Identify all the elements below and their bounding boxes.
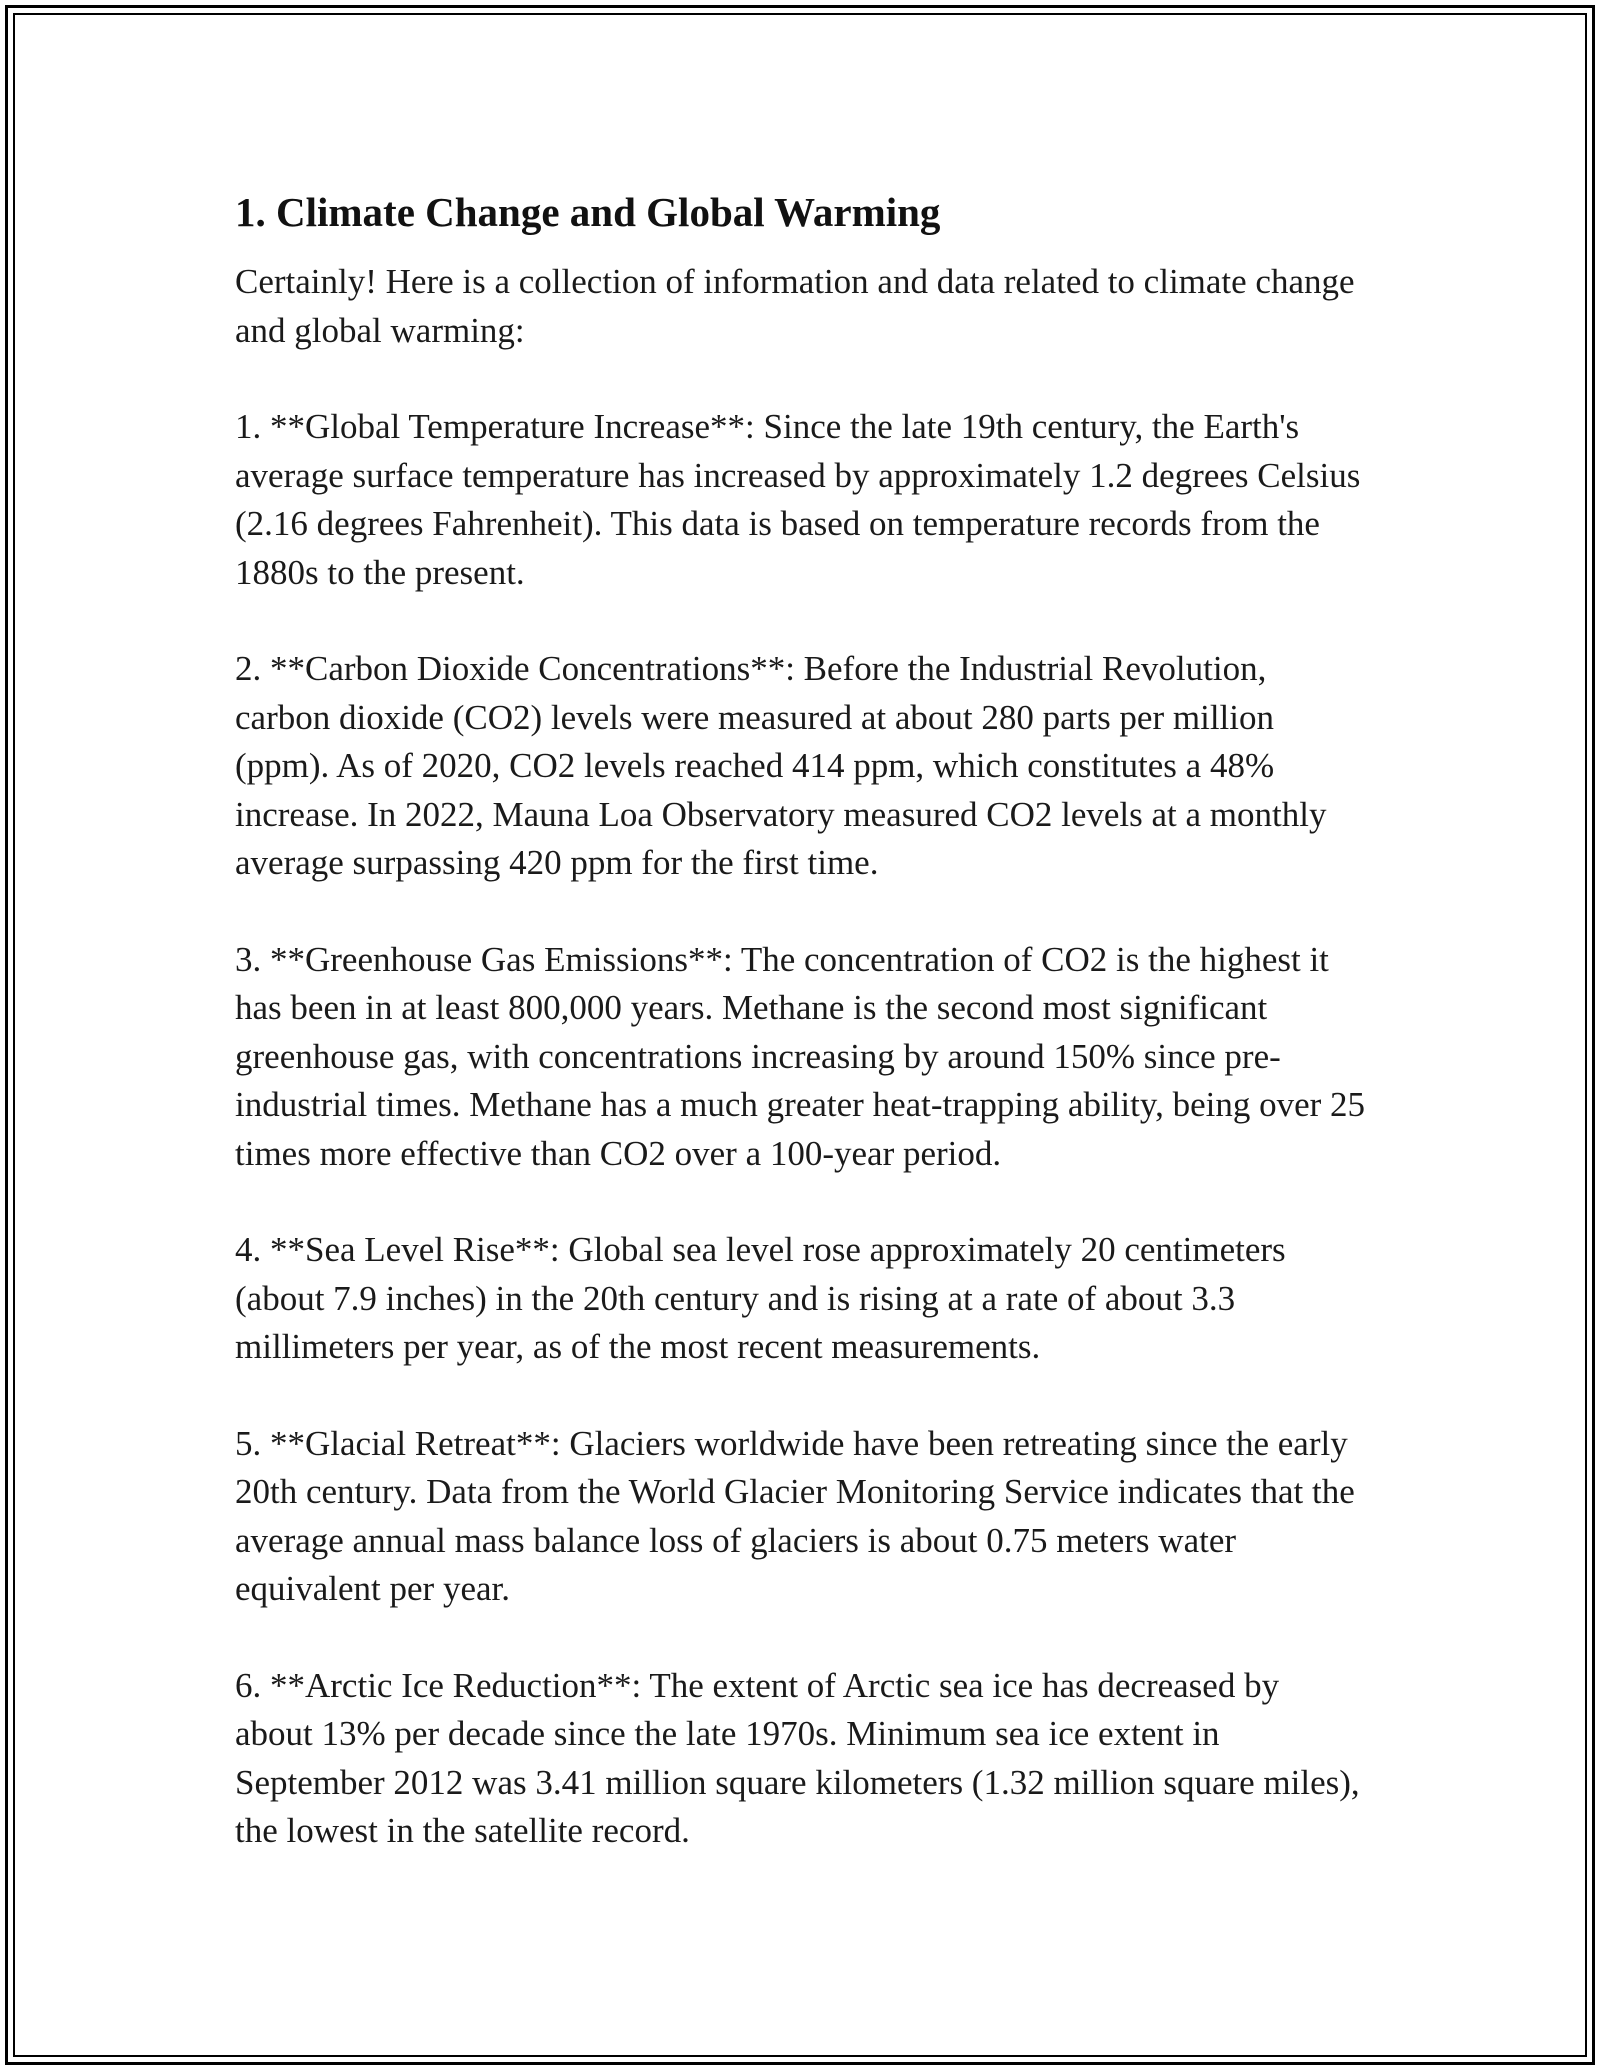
list-item-sea-level: 4. **Sea Level Rise**: Global sea level rose approximately 20 centimeters (about 7.9 inches) in the 20th century and is rising at a rate of about 3.3 millimeters per year, as of the most recent measurements. [235, 1230, 1286, 1366]
section-heading: 1. Climate Change and Global Warming [235, 189, 941, 235]
intro-paragraph: Certainly! Here is a collection of information and data related to climate change and global warming: [235, 262, 1355, 350]
list-item-carbon-dioxide: 2. **Carbon Dioxide Concentrations**: Before the Industrial Revolution, carbon dioxide (CO2) levels were measured at about 280 parts per million (ppm). As of 2020, CO2 levels reached 414 ppm, which constitutes a 48% increase. In 2022, Mauna Loa Observatory measured CO2 levels at a monthly average surpassing 420 ppm for the first time. [235, 649, 1327, 882]
document-body [235, 188, 1365, 1856]
list-item-arctic-ice: 6. **Arctic Ice Reduction**: The extent of Arctic sea ice has decreased by about 13% per decade since the late 1970s. Minimum sea ice extent in September 2012 was 3.41 million square kilometers (1.32 million square miles), the lowest in the satellite record. [235, 1665, 1360, 1850]
list-item-global-temperature: 1. **Global Temperature Increase**: Since the late 19th century, the Earth's average surface temperature has increased by approximately 1.2 degrees Celsius (2.16 degrees Fahrenheit). This data is based on temperature records from the 1880s to the present. [235, 407, 1361, 592]
list-item-glacial-retreat: 5. **Glacial Retreat**: Glaciers worldwide have been retreating since the early 20th century. Data from the World Glacier Monitoring Service indicates that the average annual mass balance loss of glaciers is about 0.75 meters water equivalent per year. [235, 1423, 1355, 1608]
list-item-greenhouse-gas: 3. **Greenhouse Gas Emissions**: The concentration of CO2 is the highest it has been in at least 800,000 years. Methane is the second most significant greenhouse gas, with concentrations increasing by around 150% since pre-industrial times. Methane has a much greater heat-trapping ability, being over 25 times more effective than CO2 over a 100-year period. [235, 939, 1366, 1173]
